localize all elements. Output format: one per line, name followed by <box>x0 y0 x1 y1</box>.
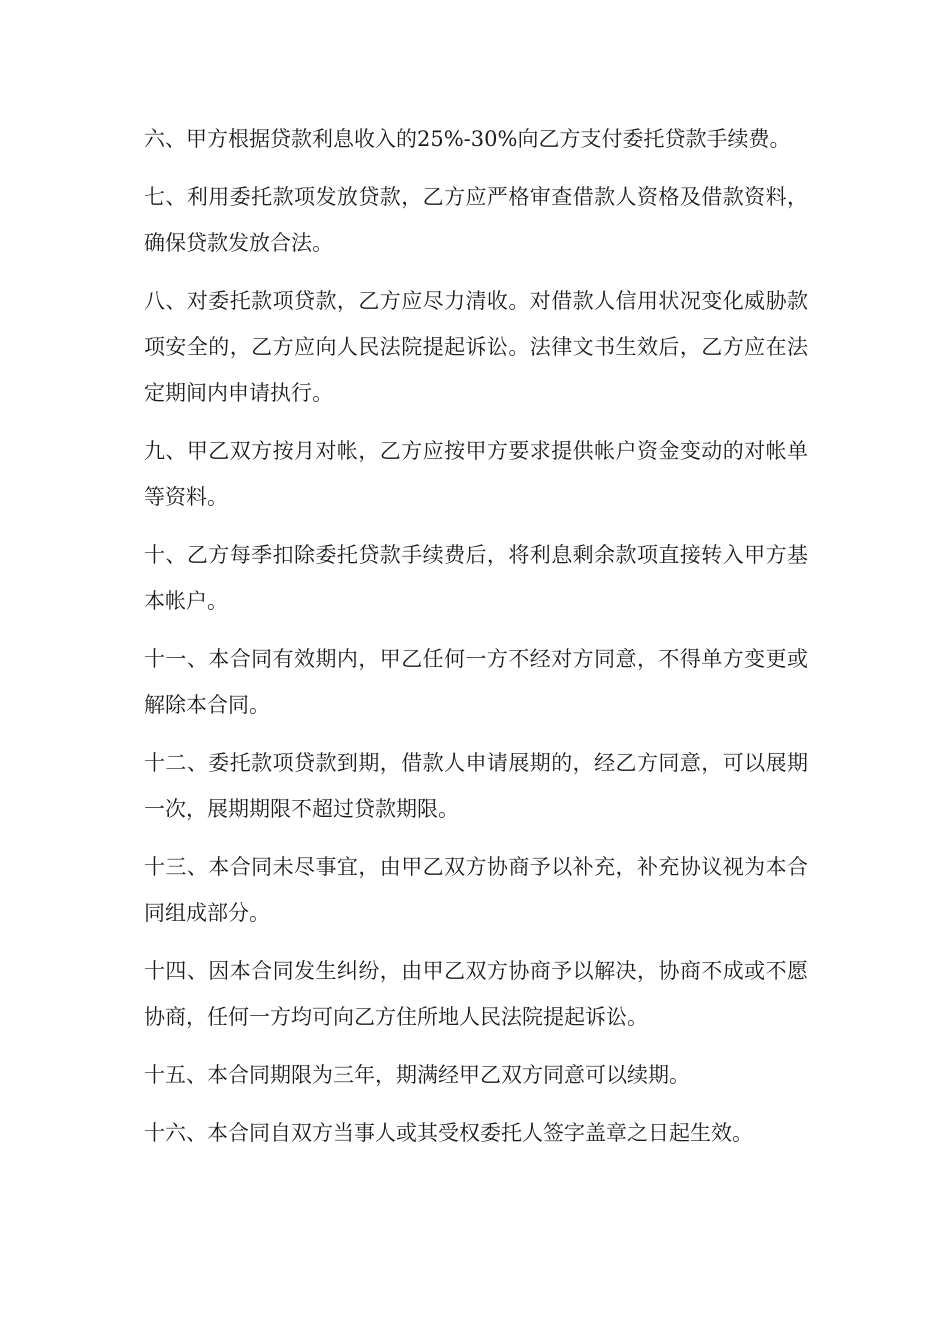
clause-9: 九、甲乙双方按月对帐，乙方应按甲方要求提供帐户资金变动的对帐单等资料。 <box>144 439 808 509</box>
clause-6: 六、甲方根据贷款利息收入的25%-30%向乙方支付委托贷款手续费。 <box>144 127 791 151</box>
clause-10: 十、乙方每季扣除委托贷款手续费后，将利息剩余款项直接转入甲方基本帐户。 <box>144 543 808 613</box>
document-body <box>144 116 808 1168</box>
clause-15: 十五、本合同期限为三年，期满经甲乙双方同意可以续期。 <box>144 1063 690 1087</box>
clause-13: 十三、本合同未尽事宜，由甲乙双方协商予以补充，补充协议视为本合同组成部分。 <box>144 855 808 925</box>
clause-16: 十六、本合同自双方当事人或其受权委托人签字盖章之日起生效。 <box>144 1121 753 1145</box>
clause-11: 十一、本合同有效期内，甲乙任何一方不经对方同意，不得单方变更或解除本合同。 <box>144 647 808 717</box>
clause-7: 七、利用委托款项发放贷款，乙方应严格审查借款人资格及借款资料，确保贷款发放合法。 <box>144 185 808 255</box>
clause-8: 八、对委托款项贷款，乙方应尽力清收。对借款人信用状况变化威胁款项安全的，乙方应向人民法院提起诉讼。法律文书生效后，乙方应在法定期间内申请执行。 <box>144 289 808 405</box>
clause-14: 十四、因本合同发生纠纷，由甲乙双方协商予以解决，协商不成或不愿协商，任何一方均可向乙方住所地人民法院提起诉讼。 <box>144 959 808 1029</box>
clause-12: 十二、委托款项贷款到期，借款人申请展期的，经乙方同意，可以展期一次，展期期限不超过贷款期限。 <box>144 751 808 821</box>
